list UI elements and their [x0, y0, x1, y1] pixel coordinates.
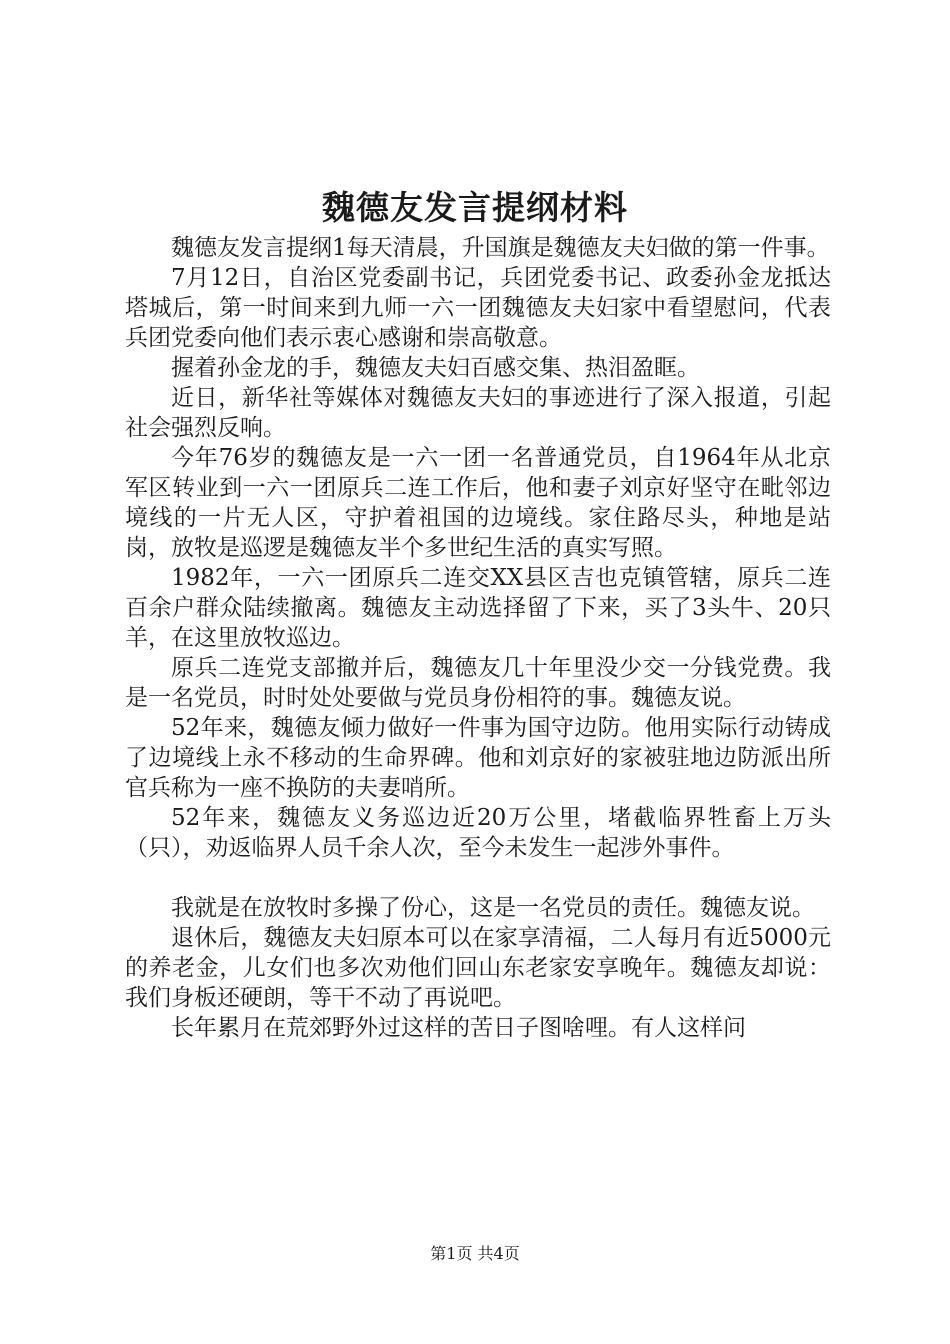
- paragraph: 52年来，魏德友倾力做好一件事为国守边防。他用实际行动铸成了边境线上永不移动的生命界碑。他和刘京好的家被驻地边防派出所官兵称为一座不换防的夫妻哨所。: [125, 715, 831, 801]
- document-body: [125, 233, 831, 1043]
- paragraph: 我就是在放牧时多操了份心，这是一名党员的责任。魏德友说。: [171, 895, 815, 921]
- paragraph: 魏德友发言提纲1每天清晨，升国旗是魏德友夫妇做的第一件事。: [171, 235, 830, 261]
- paragraph: 近日，新华社等媒体对魏德友夫妇的事迹进行了深入报道，引起社会强烈反响。: [125, 385, 831, 441]
- paragraph: 退休后，魏德友夫妇原本可以在家享清福，二人每月有近5000元的养老金，儿女们也多次劝他们回山东老家安享晚年。魏德友却说：我们身板还硬朗，等干不动了再说吧。: [125, 925, 831, 1011]
- document-title: 魏德友发言提纲材料: [322, 188, 628, 227]
- paragraph: 1982年，一六一团原兵二连交XX县区吉也克镇管辖，原兵二连百余户群众陆续撤离。魏德友主动选择留了下来，买了3头牛、20只羊，在这里放牧巡边。: [125, 565, 831, 651]
- paragraph: 长年累月在荒郊野外过这样的苦日子图啥哩。有人这样问: [171, 1015, 746, 1041]
- paragraph: 原兵二连党支部撤并后，魏德友几十年里没少交一分钱党费。我是一名党员，时时处处要做与党员身份相符的事。魏德友说。: [125, 655, 831, 711]
- page-footer: 第1页 共4页: [430, 1244, 520, 1263]
- paragraph-gap: [125, 863, 831, 893]
- paragraph: 52年来，魏德友义务巡边近20万公里，堵截临界牲畜上万头（只），劝返临界人员千余人次，至今未发生一起涉外事件。: [125, 805, 831, 861]
- paragraph: 今年76岁的魏德友是一六一团一名普通党员，自1964年从北京军区转业到一六一团原兵二连工作后，他和妻子刘京好坚守在毗邻边境线的一片无人区，守护着祖国的边境线。家住路尽头，种地是站岗，放牧是巡逻是魏德友半个多世纪生活的真实写照。: [125, 445, 831, 561]
- paragraph: 7月12日，自治区党委副书记，兵团党委书记、政委孙金龙抵达塔城后，第一时间来到九师一六一团魏德友夫妇家中看望慰问，代表兵团党委向他们表示衷心感谢和崇高敬意。: [125, 265, 831, 351]
- paragraph: 握着孙金龙的手，魏德友夫妇百感交集、热泪盈眶。: [171, 355, 700, 381]
